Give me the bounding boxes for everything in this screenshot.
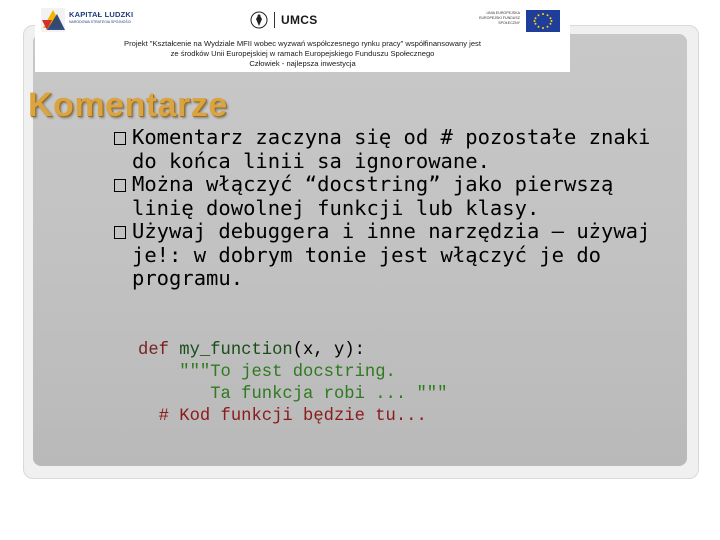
header-banner <box>35 0 570 72</box>
project-line-2: ze środków Unii Europejskiej w ramach Europejskiego Funduszu Społecznego <box>170 49 435 58</box>
eu-flag-icon <box>526 10 560 32</box>
eu-fund-text: UNIA EUROPEJSKA EUROPEJSKI FUNDUSZ SPOŁECZNY <box>479 11 520 25</box>
kapital-ludzki-title: KAPITAŁ LUDZKI <box>69 10 134 19</box>
code-block <box>138 340 447 428</box>
bullet-item <box>114 126 674 173</box>
bullet-text: Komentarz zaczyna się od # pozostałe znaki do końca linii sa ignorowane. <box>132 125 651 173</box>
kapital-ludzki-subtitle: NARODOWA STRATEGIA SPÓJNOŚCI <box>69 20 132 24</box>
bullet-item <box>114 173 674 220</box>
code-params: (x, y): <box>292 341 365 360</box>
code-docstring-line: """To jest docstring. <box>138 363 396 382</box>
bullet-box-icon <box>114 179 126 192</box>
code-function-name: my_function <box>168 341 293 360</box>
umcs-text: UMCS <box>281 13 318 27</box>
bullet-text: Używaj debuggera i inne narzędzia – używaj je!: w dobrym tonie jest włączyć je do programu. <box>132 219 651 290</box>
project-line-3: Człowiek - najlepsza inwestycja <box>249 59 356 68</box>
umcs-logo <box>250 10 318 30</box>
bullet-text: Można włączyć “docstring” jako pierwszą linię dowolnej funkcji lub klasy. <box>132 172 614 220</box>
code-docstring-line: Ta funkcja robi ... """ <box>138 385 448 404</box>
bullet-item <box>114 220 674 291</box>
code-comment: # Kod funkcji będzie tu... <box>138 407 427 426</box>
bullet-box-icon <box>114 132 126 145</box>
umcs-crest-icon <box>250 11 268 29</box>
project-line-1: Projekt "Kształcenie na Wydziale MFII wobec wyzwań współczesnego rynku pracy" współfinansowany jest <box>124 39 481 48</box>
code-keyword: def <box>138 341 169 360</box>
slide-title: Komentarze <box>28 86 228 124</box>
bullet-box-icon <box>114 226 126 239</box>
umcs-separator <box>274 12 275 28</box>
bullet-list <box>114 126 674 291</box>
